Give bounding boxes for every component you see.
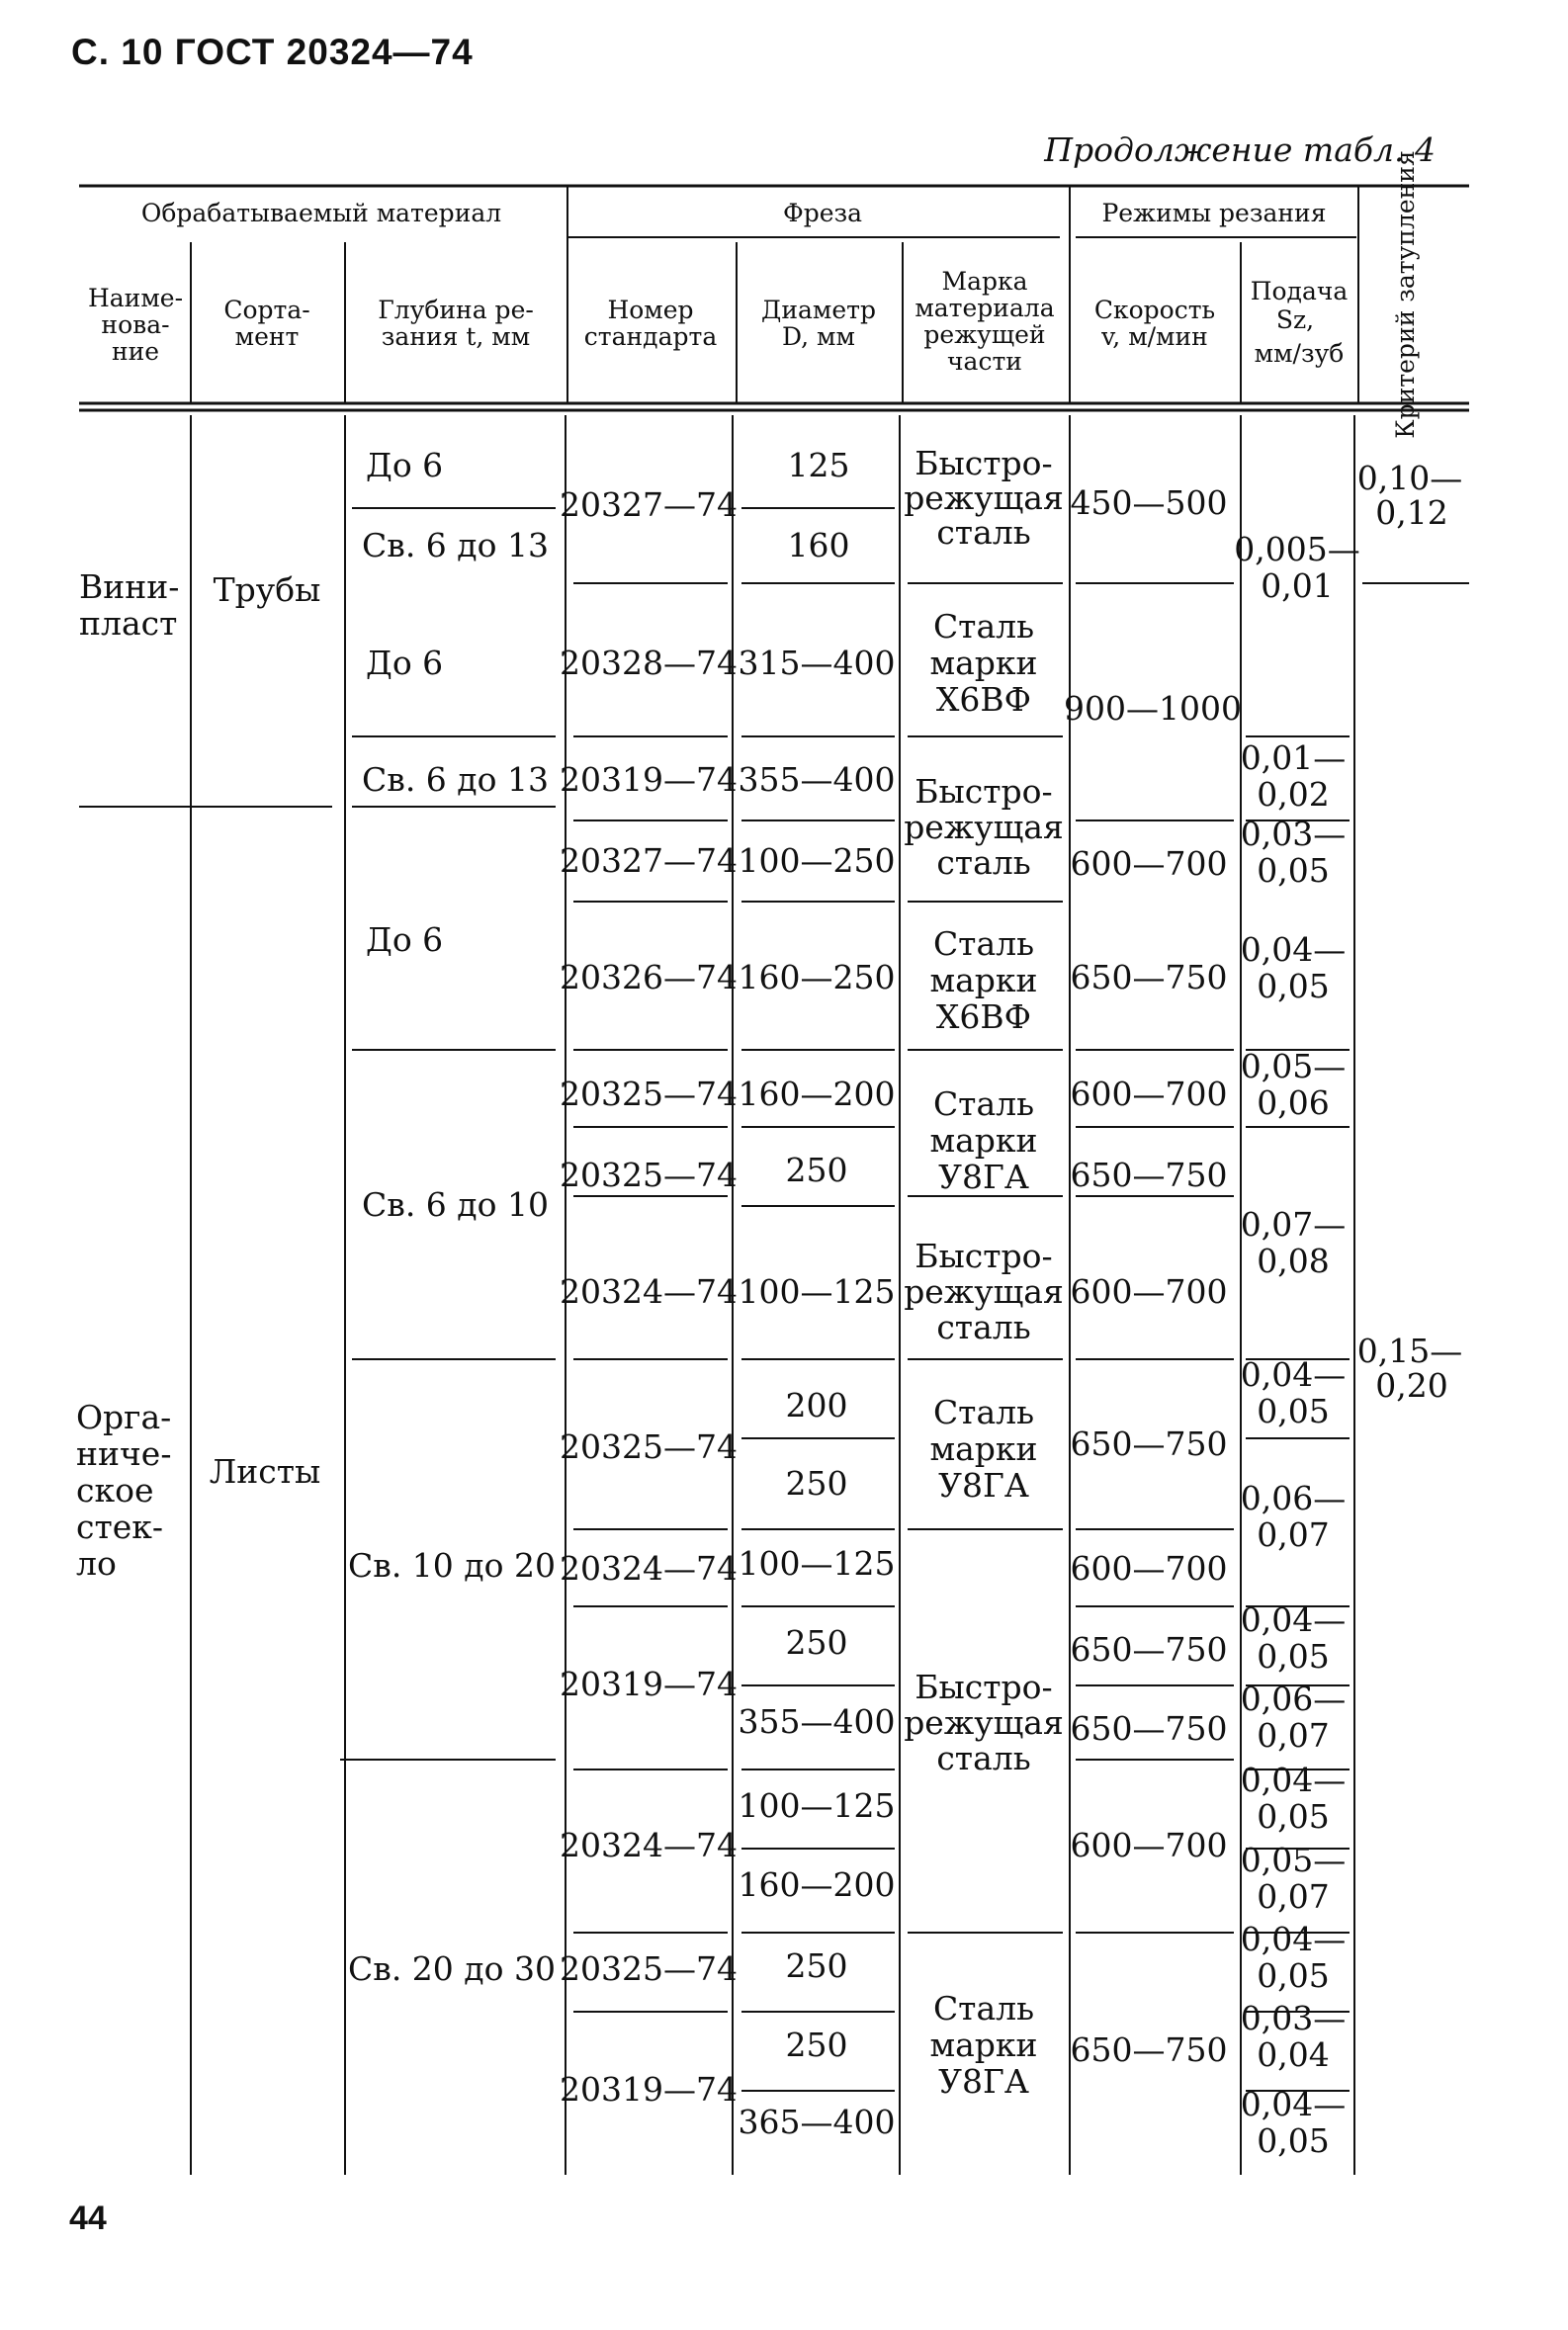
standard-cells [560, 485, 738, 2109]
grade-line: марки [929, 1121, 1038, 1160]
feed-cell: 0,05 [1257, 1392, 1330, 1430]
grade-line: сталь [936, 843, 1031, 882]
speed-cell: 650—750 [1070, 1630, 1228, 1669]
diameter-cell: 100—125 [738, 1272, 896, 1311]
material-vinyl-line1: Вини- [79, 567, 180, 606]
grade-line: марки [929, 1429, 1038, 1468]
standard-cell: 20324—74 [560, 1826, 738, 1864]
col-speed-line2: v, м/мин [1101, 322, 1208, 351]
group-material-header: Обрабатываемый материал [140, 199, 502, 227]
diameter-cell: 100—250 [738, 841, 896, 880]
page-number: 44 [69, 2200, 107, 2237]
col-grade-line3: режущей [923, 320, 1046, 349]
group-modes-header: Режимы резания [1101, 199, 1327, 227]
feed-cell: 0,05 [1257, 967, 1330, 1005]
diameter-cell: 160—200 [738, 1075, 896, 1113]
grade-line: Сталь [932, 1393, 1035, 1431]
col-speed-line1: Скорость [1093, 296, 1216, 324]
depth-cell: Св. 6 до 10 [362, 1185, 549, 1224]
feed-cell: 0,04— [1240, 2085, 1347, 2123]
grade-line: У8ГА [938, 1466, 1029, 1505]
speed-cell: 650—750 [1070, 1156, 1228, 1194]
feed-cell: 0,05 [1257, 851, 1330, 890]
depth-cells [348, 446, 556, 1988]
col-grade-line2: материала [915, 294, 1055, 322]
standard-cell: 20325—74 [560, 1427, 738, 1466]
feed-cell: 0,04— [1240, 1761, 1347, 1799]
diameter-cell: 125 [787, 446, 850, 484]
feed-cell: 0,01— [1240, 738, 1347, 777]
speed-cells [1064, 483, 1242, 2069]
col-name-line1: Наиме- [87, 284, 184, 312]
grade-line: марки [929, 644, 1038, 682]
grade-line: Сталь [932, 1989, 1035, 2028]
diameter-cell: 160—200 [738, 1865, 896, 1904]
feed-cell: 0,05— [1240, 1841, 1347, 1879]
feed-cell: 0,05— [1240, 1047, 1347, 1085]
diameter-cell: 365—400 [738, 2103, 896, 2141]
grade-line: режущая [904, 478, 1064, 517]
standard-cell: 20326—74 [560, 958, 738, 996]
col-diameter-line2: D, мм [782, 322, 855, 351]
grade-line: Х6ВФ [935, 997, 1032, 1036]
table-caption: Продолжение табл. 4 [1044, 130, 1436, 169]
diameter-cell: 200 [785, 1386, 848, 1424]
grade-line: сталь [936, 1308, 1031, 1346]
diameter-cell: 355—400 [738, 1702, 896, 1741]
col-depth-line2: зания t, мм [381, 322, 531, 351]
feed-cell: 0,04— [1240, 1355, 1347, 1394]
speed-cell: 650—750 [1070, 958, 1228, 996]
depth-cell: До 6 [366, 644, 444, 682]
sort-sheets: Листы [209, 1452, 321, 1491]
diameter-cell: 250 [785, 1623, 848, 1662]
material-glass-line3: ское [76, 1471, 154, 1510]
col-depth-line1: Глубина ре- [378, 296, 534, 324]
speed-cell: 650—750 [1070, 2030, 1228, 2069]
speed-cell: 600—700 [1070, 1826, 1228, 1864]
feed-cell: 0,03— [1240, 815, 1347, 853]
feed-cell: 0,04— [1240, 1920, 1347, 1958]
speed-cell: 650—750 [1070, 1424, 1228, 1463]
feed-cell: 0,04— [1240, 930, 1347, 969]
col-standard-line2: стандарта [583, 322, 718, 351]
col-grade-line4: части [947, 347, 1022, 376]
grade-line: марки [929, 2026, 1038, 2064]
feed-cells [1234, 530, 1359, 2160]
grade-line: Сталь [932, 924, 1035, 963]
diameter-cell: 250 [785, 1151, 848, 1189]
depth-cell: До 6 [366, 446, 444, 484]
page-header: С. 10 ГОСТ 20324—74 [71, 32, 474, 72]
grade-cells [904, 444, 1064, 2101]
speed-cell: 450—500 [1070, 483, 1228, 522]
grade-line: сталь [936, 1739, 1031, 1777]
feed-cell: 0,01 [1261, 566, 1334, 605]
standard-cell: 20325—74 [560, 1949, 738, 1988]
criterion-cell: 0,15— [1356, 1332, 1463, 1370]
col-name-line2: нова- [101, 310, 170, 339]
col-feed-line2: Sz, [1275, 305, 1315, 334]
col-diameter-line1: Диаметр [761, 296, 876, 324]
grade-line: сталь [936, 513, 1031, 552]
material-glass-line2: ниче- [76, 1434, 172, 1473]
standard-cell: 20324—74 [560, 1549, 738, 1588]
criterion-cells [1357, 459, 1462, 1405]
diameter-cell: 250 [785, 2026, 848, 2064]
grade-line: Быстро- [915, 444, 1053, 482]
feed-cell: 0,02 [1257, 775, 1330, 814]
speed-cell: 600—700 [1070, 844, 1228, 883]
grade-line: У8ГА [938, 1158, 1029, 1196]
grade-line: Х6ВФ [935, 680, 1032, 719]
diameter-cell: 355—400 [738, 760, 896, 799]
diameter-cell: 100—125 [738, 1786, 896, 1825]
criterion-cell: 0,12 [1375, 493, 1448, 532]
grade-line: Быстро- [915, 1237, 1053, 1275]
material-glass-line5: ло [76, 1544, 117, 1583]
diameter-cell: 100—125 [738, 1544, 896, 1583]
feed-cell: 0,05 [1257, 2121, 1330, 2160]
col-feed-line1: Подача [1250, 277, 1349, 305]
standard-cell: 20327—74 [560, 485, 738, 524]
standard-cell: 20325—74 [560, 1075, 738, 1113]
feed-cell: 0,05 [1257, 1637, 1330, 1676]
grade-line: режущая [904, 1703, 1064, 1742]
diameter-cell: 250 [785, 1946, 848, 1985]
col-sort-line1: Сорта- [223, 296, 310, 324]
grade-line: Быстро- [915, 1668, 1053, 1706]
feed-cell: 0,07 [1257, 1877, 1330, 1916]
feed-cell: 0,07 [1257, 1716, 1330, 1755]
diameter-cell: 160 [787, 526, 850, 564]
speed-cell: 600—700 [1070, 1272, 1228, 1311]
standard-cell: 20324—74 [560, 1272, 738, 1311]
group-cutter-header: Фреза [782, 199, 863, 227]
col-sort-line2: мент [234, 322, 300, 351]
diameter-cell: 315—400 [738, 644, 896, 682]
table-header [88, 150, 1420, 438]
speed-cell: 650—750 [1070, 1709, 1228, 1748]
feed-cell: 0,08 [1257, 1242, 1330, 1280]
standard-cell: 20319—74 [560, 2070, 738, 2109]
grade-line: режущая [904, 808, 1064, 846]
col-feed-line3: мм/зуб [1254, 339, 1345, 368]
feed-cell: 0,005— [1234, 530, 1360, 568]
diameter-cell: 160—250 [738, 958, 896, 996]
speed-cell: 600—700 [1070, 1549, 1228, 1588]
depth-cell: Св. 10 до 20 [348, 1546, 556, 1585]
standard-cell: 20325—74 [560, 1156, 738, 1194]
feed-cell: 0,07— [1240, 1205, 1347, 1244]
feed-cell: 0,05 [1257, 1956, 1330, 1995]
feed-cell: 0,05 [1257, 1797, 1330, 1836]
material-vinyl-line2: пласт [79, 604, 178, 643]
feed-cell: 0,06— [1240, 1479, 1347, 1517]
grade-line: Сталь [932, 607, 1035, 646]
criterion-cell: 0,10— [1356, 459, 1463, 497]
feed-cell: 0,03— [1240, 1999, 1347, 2037]
feed-cell: 0,04— [1240, 1600, 1347, 1639]
grade-line: У8ГА [938, 2062, 1029, 2101]
depth-cell: Св. 20 до 30 [348, 1949, 556, 1988]
standard-cell: 20319—74 [560, 760, 738, 799]
standard-cell: 20327—74 [560, 841, 738, 880]
material-glass-line4: стек- [76, 1508, 164, 1546]
grade-line: Быстро- [915, 772, 1053, 811]
diameter-cells [739, 446, 896, 2141]
speed-cell: 600—700 [1070, 1075, 1228, 1113]
speed-cell: 900—1000 [1064, 689, 1242, 728]
material-cells [76, 567, 320, 1583]
col-name-line3: ние [111, 337, 160, 366]
depth-cell: Св. 6 до 13 [362, 760, 549, 799]
grade-line: марки [929, 961, 1038, 999]
grade-line: Сталь [932, 1084, 1035, 1123]
col-grade-line1: Марка [941, 267, 1028, 296]
material-glass-line1: Орга- [76, 1398, 172, 1436]
depth-cell: Св. 6 до 13 [362, 526, 549, 564]
sort-tubes: Трубы [213, 570, 321, 609]
depth-cell: До 6 [366, 920, 444, 959]
criterion-cell: 0,20 [1375, 1366, 1448, 1405]
standard-cell: 20328—74 [560, 644, 738, 682]
feed-cell: 0,06 [1257, 1083, 1330, 1122]
diameter-cell: 250 [785, 1464, 848, 1503]
grade-line: режущая [904, 1272, 1064, 1311]
standard-cell: 20319—74 [560, 1665, 738, 1703]
feed-cell: 0,04 [1257, 2035, 1330, 2074]
feed-cell: 0,06— [1240, 1680, 1347, 1718]
col-standard-line1: Номер [607, 296, 694, 324]
col-criterion: Критерий затупления [1391, 150, 1420, 439]
feed-cell: 0,07 [1257, 1515, 1330, 1554]
